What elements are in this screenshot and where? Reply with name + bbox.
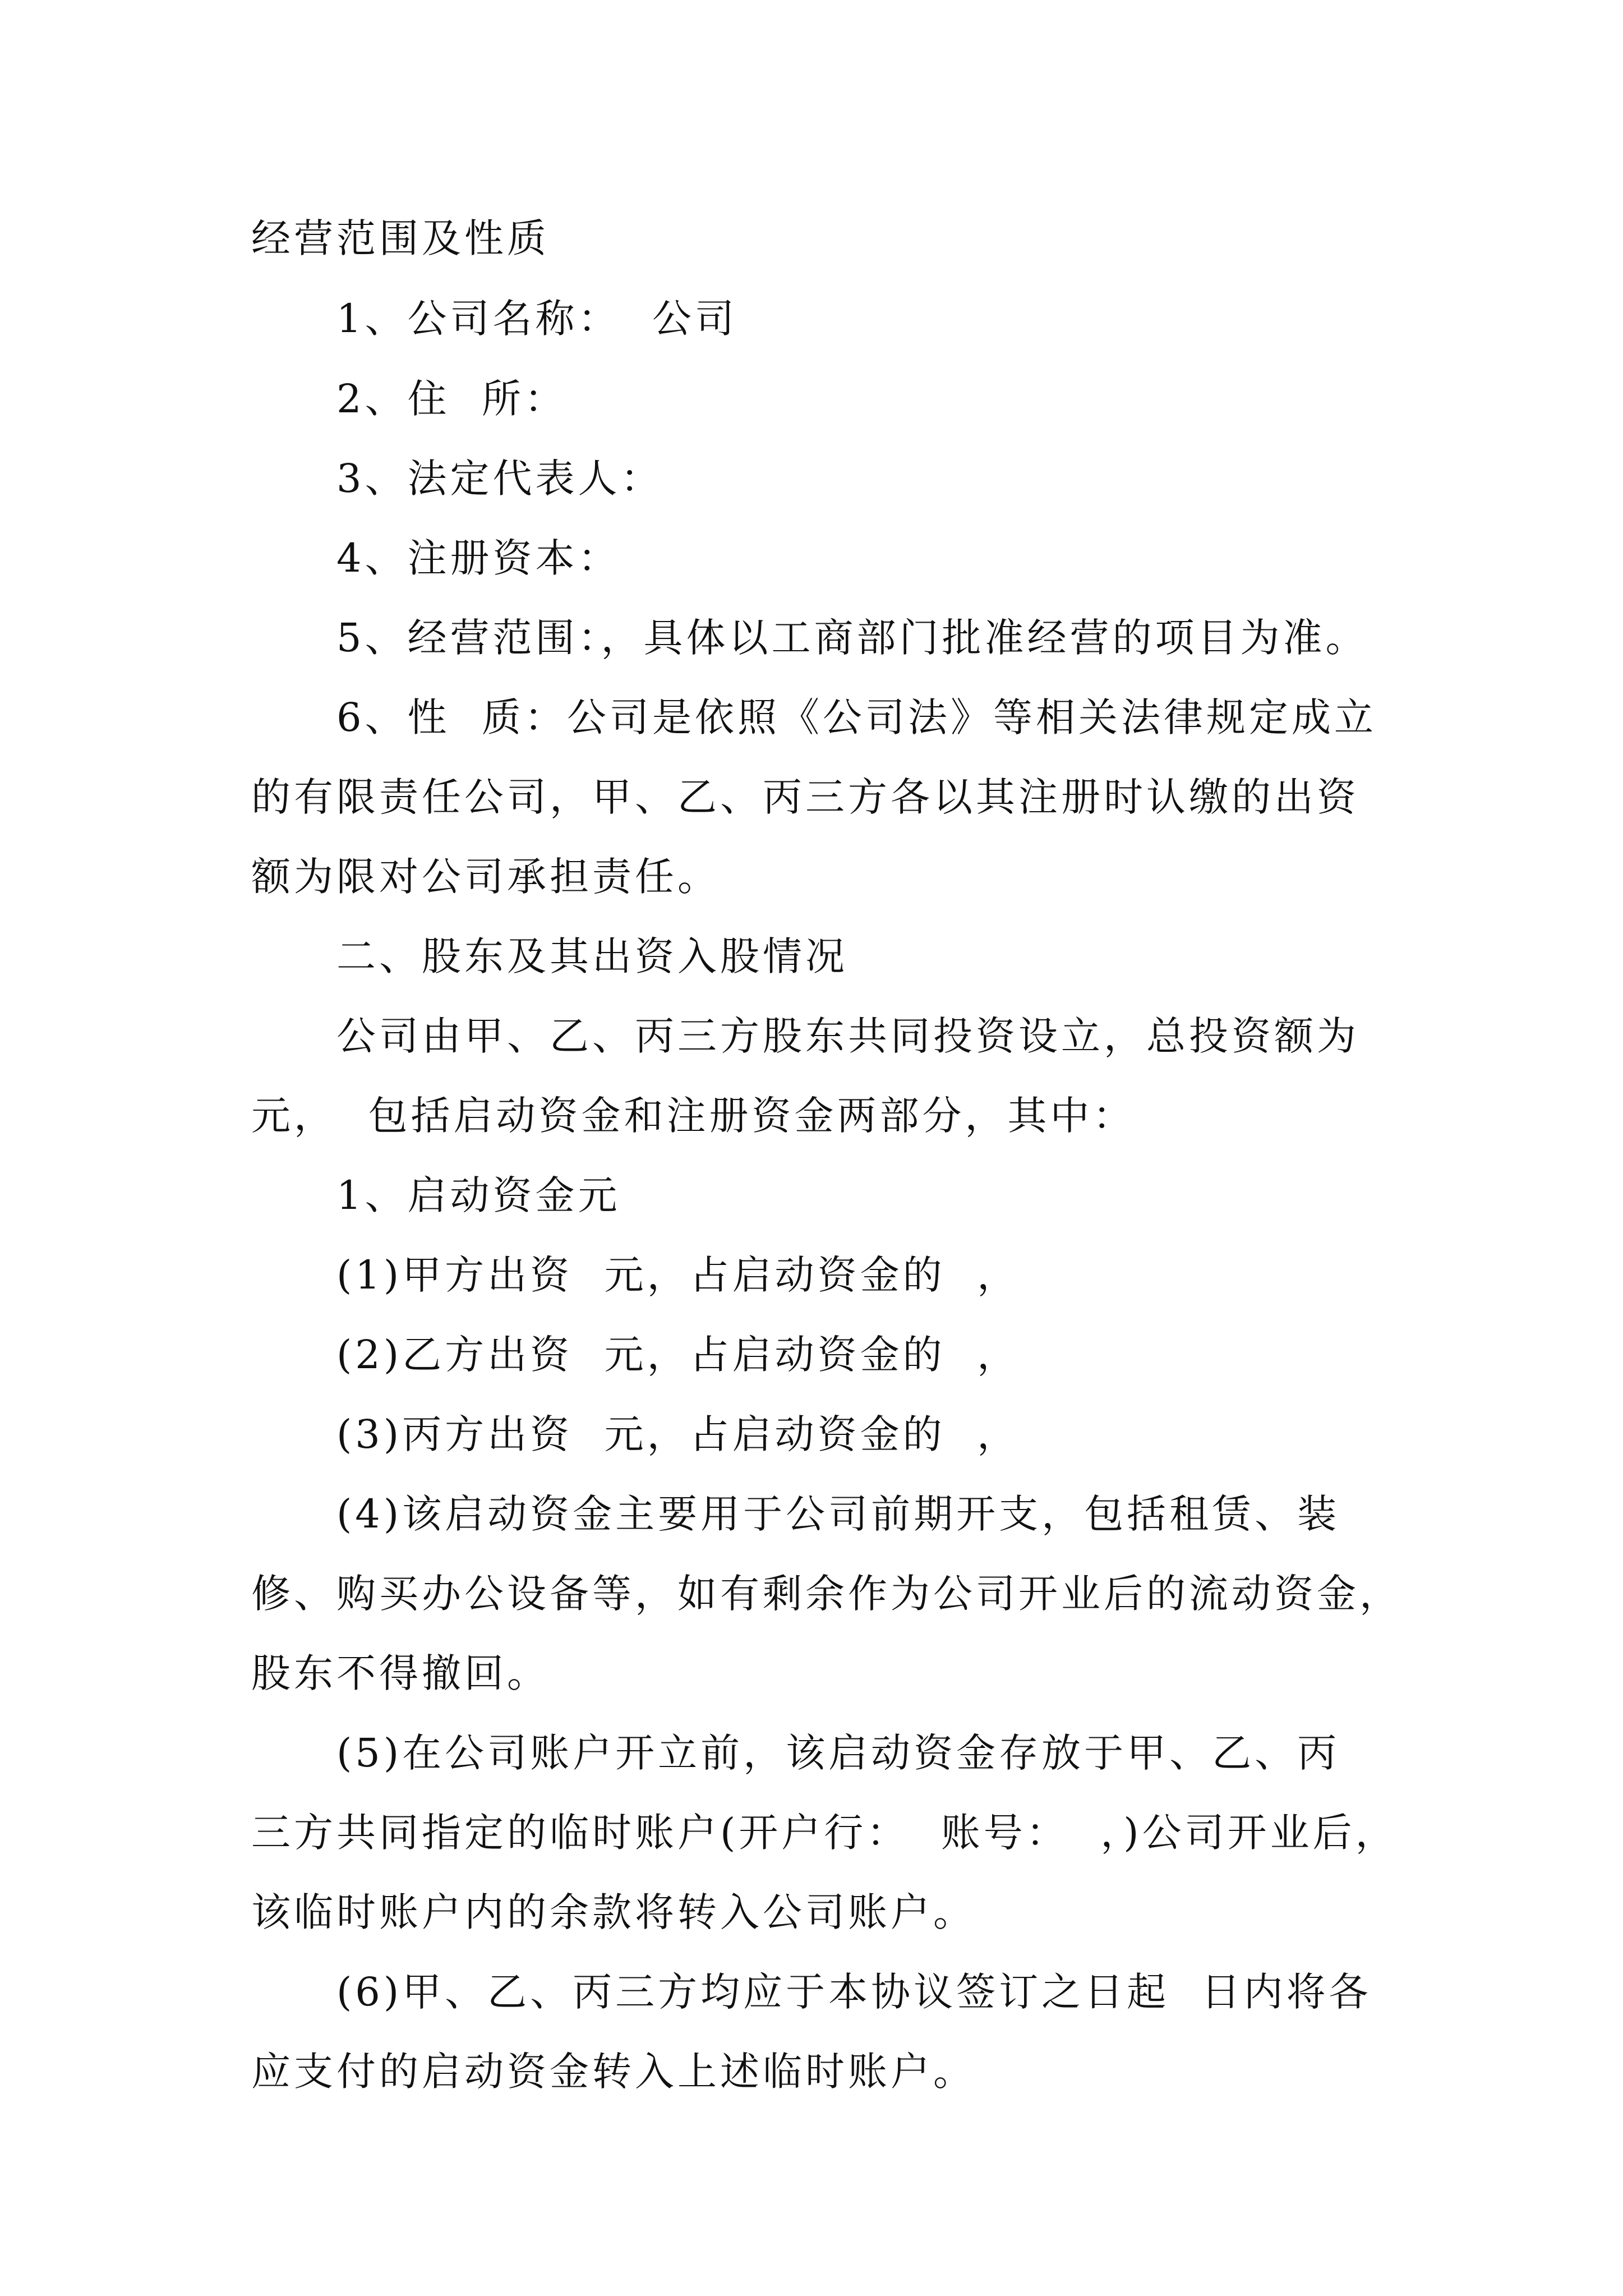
legal-representative-line: 3、法定代表人： [336, 455, 663, 501]
clause-6-line: (6)甲、乙、丙三方均应于本协议签订之日起 日内将各 [336, 1969, 1372, 2015]
nature-line-continued-2: 额为限对公司承担责任。 [251, 854, 720, 900]
clause-5-continued-1: 三方共同指定的临时账户(开户行： 账号： ，)公司开业后， [251, 1810, 1398, 1856]
business-scope-line: 5、经营范围：，具体以工商部门批准经营的项目为准。 [336, 615, 1368, 661]
nature-line: 6、性 质：公司是依照《公司法》等相关法律规定成立 [336, 694, 1377, 740]
clause-4-continued-2: 股东不得撤回。 [251, 1650, 550, 1696]
investment-paragraph-continued: 元， 包括启动资金和注册资金两部分，其中： [251, 1093, 1136, 1139]
registered-capital-line: 4、注册资本： [336, 535, 621, 581]
address-line: 2、住 所： [336, 376, 568, 422]
company-name-line: 1、公司名称： 公司 [336, 296, 738, 342]
party-b-contribution: (2)乙方出资 元，占启动资金的 ， [336, 1332, 1020, 1378]
clause-4-continued-1: 修、购买办公设备等，如有剩余作为公司开业后的流动资金， [251, 1571, 1402, 1617]
party-a-contribution: (1)甲方出资 元，占启动资金的 ， [336, 1252, 1020, 1298]
clause-5-line: (5)在公司账户开立前，该启动资金存放于甲、乙、丙 [336, 1730, 1340, 1776]
investment-paragraph: 公司由甲、乙、丙三方股东共同投资设立，总投资额为 [336, 1013, 1359, 1059]
section-heading-shareholders: 二、股东及其出资入股情况 [336, 933, 848, 979]
clause-4-line: (4)该启动资金主要用于公司前期开支，包括租赁、装 [336, 1491, 1340, 1537]
section-heading-business-scope: 经营范围及性质 [251, 215, 550, 261]
clause-5-continued-2: 该临时账户内的余款将转入公司账户。 [251, 1889, 976, 1935]
party-c-contribution: (3)丙方出资 元，占启动资金的 ， [336, 1411, 1020, 1457]
nature-line-continued-1: 的有限责任公司，甲、乙、丙三方各以其注册时认缴的出资 [251, 774, 1359, 820]
startup-capital-heading: 1、启动资金元 [336, 1172, 621, 1218]
clause-6-continued: 应支付的启动资金转入上述临时账户。 [251, 2049, 976, 2095]
